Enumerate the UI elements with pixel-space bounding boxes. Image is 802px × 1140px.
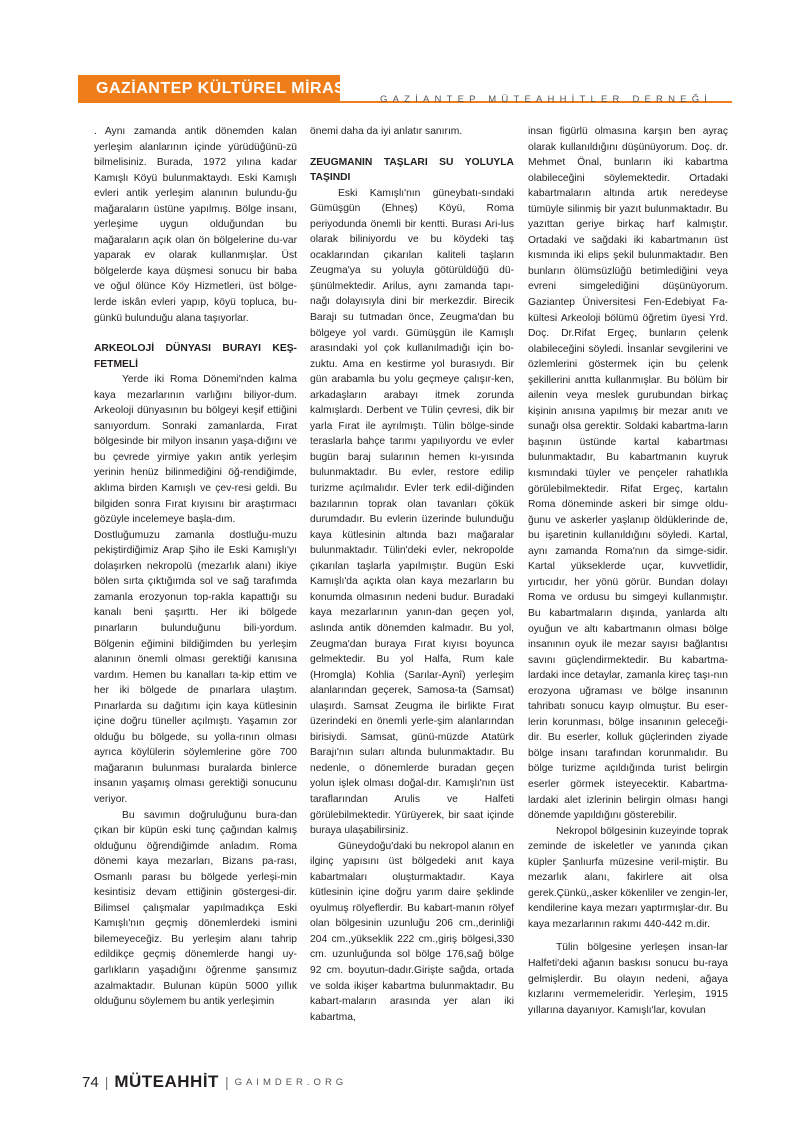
page-number: 74 <box>82 1073 99 1091</box>
magazine-brand: MÜTEAHHİT <box>114 1072 219 1091</box>
subheading: ARKEOLOJİ DÜNYASI BURAYI KEŞ-FETMELİ <box>94 343 297 370</box>
website-link[interactable]: GAIMDER.ORG <box>234 1076 348 1088</box>
footer-separator: | <box>224 1074 229 1090</box>
header-organization: GAZİANTEP MÜTEAHHİTLER DERNEĞİ <box>380 94 713 105</box>
paragraph: Bu savımın doğruluğunu bura-dan çıkan bir küpün eski tunç çağından kalmış olduğunu öğrendiğimde anladım. Roma dönemi kaya mezarları, Bizans pa-rası, Osmanlı parası bu bölgede yerleşi-min kesintisiz devam ettiğinin göstergesi-dir. Bilimsel çalışmalar yapılmadıkça Eski Kamışlı'nın geçmiş dönemlerdeki ismini bilemeyeceğiz. Bu yerleşim alanı tahrip edildikçe geçmiş dönemlerde hangi uy-garlıkların yaşadığını öğrenme şansımız azalmaktadır. Bulunan küpün 5000 yıllık olduğunu söylemem bu antik yerleşimin <box>94 809 297 1008</box>
section-header-bar <box>78 75 346 103</box>
article-column-2 <box>310 124 514 1025</box>
paragraph: . Aynı zamanda antik dönemden kalan yerleşim alanlarının içinde yürüdüğünü-zü bilmelisiniz. Burada, 1972 yılına kadar Kamışlı Köyü bulunmaktaydı. Eski Kamışlı evleri antik yerleşim alanının bulundu-ğu mağaraların üstüne yapılmış. Bölge insanı, yerleşime uygun olduğundan bu mağaraların açık olan ön bölgelerine du-var yaparak ev olarak kullanmışlar. Üst bölgelerde kaya düşmesi sonucu bir baba ve oğul ölünce Köy Hizmetleri, üst bölge-lerde iskân evleri yapıp, köyü topluca, bu-günkü bulunduğu alana taşıyorlar. <box>94 126 297 324</box>
page-footer <box>82 1072 347 1092</box>
paragraph: Nekropol bölgesinin kuzeyinde toprak zeminde de iskeletler ve yanında çıkan küpler Şanlıurfa müzesine veril-miştir. Bu mezarlık alanı, fakirlere ait olsa gerek.Çünkü,,asker kökenliler ve zengin-ler, kendilerine kaya mezarı yaptırmışlar-dır. Bu kaya mezarlarının rakımı 440-442 m.dir. <box>528 825 728 930</box>
subheading: ZEUGMANIN TAŞLARI SU YOLUYLA TAŞINDI <box>310 156 514 184</box>
paragraph: Yerde iki Roma Dönemi'nden kalma kaya mezarlarının varlığını biliyor-dum. Arkeoloji dünyasının bu bölgeyi keşif ettiğini sanıyordum. Sonraki zamanlarda, Fırat bölgesinde bir milyon insanın yaşa-dığını ve bu çevrede yirmiye yakın antik yerleşim yerinin henüz bilinmediğini öğ-rendiğimde, aklıma birden Kamışlı ve çev-resi geldi. Bu bilgiden sonra Fırat kıyısını bir araştırmacı gözüyle incelemeye başla-dım. <box>94 374 297 526</box>
article-column-1 <box>94 124 297 1010</box>
paragraph: Dostluğumuzu zamanla dostluğu-muzu pekiştirdiğimiz Arap Şiho ile Eski Kamışlı'yı dolaşırken nekropolü (mezarlık alanı) ikiye bölen sırta çıktığımda sol ve sağ tarafımda zamanla erozyonun top-rakla kapattığı su kanalı beni şaşırttı. Her iki bölgede pınarların bulunduğunu bili-yordum. Bölgenin eğimini bildiğimden bu yerleşim alanının önemli olması gerektiği kanısına vardım. Hemen bu kanalları ta-kip ettim ve her iki bölgede de pınarlara ulaştım. Pınarlarda su dağıtımı için kaya kütlesinin içine doğru tüneller açılmıştı. Yaşamın zor olduğu bu bölgede, su yolla-rının olması ayrıca köylülerin söylemlerine göre 700 mağaranın bulunması buralarda binlerce insanın yaşamış olması gerektiği sonucunu veriyor. <box>94 529 297 805</box>
paragraph: Eski Kamışlı'nın güneybatı-sındaki Gümüşgün (Ehneş) Köyü, Roma periyodunda önemli bir kentti. Burası Ari-lus olarak biliniyordu ve bu köydeki taş ocaklarından çıkarılan kaliteli taşların Zeugma'ya su yoluyla götürüldüğü dü-şünülmektedir. Arilus, aynı zamanda tapı-nağı dolayısıyla dini bir merkezdir. Birecik Barajı su tutmadan önce, Zeugma'dan bu bölgeye yol vardı. Gümüşgün ile Kamışlı arasındaki yol çok kullanılmadığı için bo-zuktu. Ama en kestirme yol burasıydı. Bir gün arabamla bu yolu geçmeye çalışır-ken, arkadaşların arabayı itmek zorunda kalmışlardı. Derbent ve Tülin çevresi, dik bir yarla Fırat ile ayrılmıştı. Tülin bölge-sinde teraslarla bahçe tarımı yapılıyordu ve evler bugün baraj sularının hemen kı-yısında bulunmaktadır. Bu evler, restore edilip turizme açılmalıdır. Evler terk edil-diğinden bazılarının toprak olan tavanları çökük durumdadır. Bu evlerin üzerinde bulunduğu kaya kütlesinin altında bazı mağaralar bulunmaktadır. Tülin'deki evler, nekropolde çıkarılan taşlarla yapılmıştır. Bugün Eski Kamışlı'da açıkta olan kaya mezarların bu konumda olmasının nedeni budur. Buradaki kaya mezarlarının yanın-dan geçen yol, aslında antik dönemden kalmadır. Bu yol, Zeugma'dan buraya Fırat kıyısı boyunca gelmektedir. Bu yol Halfa, Rum kale (Hromgla) Kohlia (Sarılar-Aynî) yerleşim alanlarından geçerek, Samosa-ta (Samsat) ulaşırdı. Samsat Zeugma ile birlikte Fırat üzerindeki en önemli yerle-şim alanlarından birisiydi. Samsat, günü-müzde Atatürk Barajı'nın suları altında bulunmaktadır. Bu nedenle, o dönemlerde buradan geçen yolun işlek olması doğal-dır. Kamışlı'nın üst taraflarından Arulis ve Halfeti görülebilmektedir. Yürüyerek, bir saat içinde buraya ulaşabilirsiniz. <box>310 187 514 837</box>
section-title: GAZİANTEP KÜLTÜREL MİRAS <box>96 80 346 97</box>
paragraph: Tülin bölgesine yerleşen insan-lar Halfeti'deki ağanın baskısı sonucu bu-raya gelmişlerdir. Bu olayın nedeni, ağaya kızlarını vermemeleridir. Yerleşim, 1915 yıllarına dayanıyor. Kamışlı'lar, kovulan <box>528 942 728 1016</box>
footer-separator: | <box>104 1074 109 1090</box>
article-column-3 <box>528 124 728 1018</box>
paragraph: önemi daha da iyi anlatır sanırım. <box>310 126 463 137</box>
paragraph: Güneydoğu'daki bu nekropol alanın en ilginç yapısını üst bölgedeki anıt kaya kabartmaları oluşturmaktadır. Kaya kütlesinin içine doğru yarım daire şeklinde oyulmuş rölyeflerdir. Bu kabart-manın rölyef olan bölgesinin uzunluğu 206 cm.,derinliği 204 cm.,yükseklik 222 cm.,giriş bölgesi,330 cm. uzunluğunda sol bölge 176,sağ bölge 92 cm. boyutun-dadır.Girişte sağda, ortada ve solda ikişer kabartma bulunmaktadır. Bu kabart-maların arasında yer alan iki kabartma, <box>310 840 515 1023</box>
paragraph: insan figürlü olmasına karşın ben ayraç olarak kullanıldığını düşünüyorum. Doç. dr. Mehmet Önal, bunların iki kabartma olabileceğini söylemektedir. Ortadaki kabartmaların altında artık neredeyse tümüyle silinmiş bir yazıt bulunmaktadır. Bu yazıttan geriye birkaç harf kalmıştır. Ortadaki ve sağdaki iki kabartmanın üst kısmında iki elips şekil bulunmaktadır. Ben bunların ölümsüzlüğü betimlediğini veya evreni simgelediğini düşünüyorum. Gaziantep Üniversitesi Fen-Edebiyat Fa-kültesi Arkeoloji bölümü öğretim üyesi Yrd. Doç. Dr.Rifat Ergeç, bunların çelenk olabileceğini söyledi. İnsanlar sevgilerini ve özlemlerini göstermek için bu çelenk şekillerini anıtta kullanmışlar. Bu bölüm bir ailenin veya meslek gurubundan birkaç kişinin anısına yapılmış bir mezar anıtı ve sunağı olsa gerektir. Soldaki kabartma-ların başının üstünde kartal kabartması bulunmaktadır, Bu kabartmanın kuyruk kısmındaki tüyler ve pençeler rahatlıkla görülebilmektedir. Rifat Ergeç, kartalın Roma döneminde askeri bir simge oldu-ğunu ve askerler yaşlanıp öldüklerinde de, bu işaretinin kullanıldığını söyledi. Kartal, aynı zamanda Roma'nın da simge-sidir. Kartal yükseklerde uçar, kuvvetlidir, yırtıcıdır, her yönü görür. Bundan dolayı Roma ve ordusu bu simgeyi kullanmıştır. Bu kabartmaların dışında, yanlarda altı oyuğun ve altı kabartmanın olması bölge insanının oyuk ile mezar sayısı bağlantısı savını güçlendirmektedir. Bu kabartma-lardaki ince detaylar, zamanla kireç taşı-nın erozyona uğraması ve bölge insanının tahribatı sonucu kayıp olmuştur. Bu eser-lerin korunması, bölge insanının geleceği-dir. Bu eserler, kolluk güçlerinden ziyade bölge insanı tarafından korunmalıdır. Bu bölge turizme açıldığında turist belirgin eserler görmek isteyecektir. Kabartma-lardaki alet izlerinin belirgin olması hangi dönemde yapıldığını gösterebilir. <box>528 126 728 822</box>
